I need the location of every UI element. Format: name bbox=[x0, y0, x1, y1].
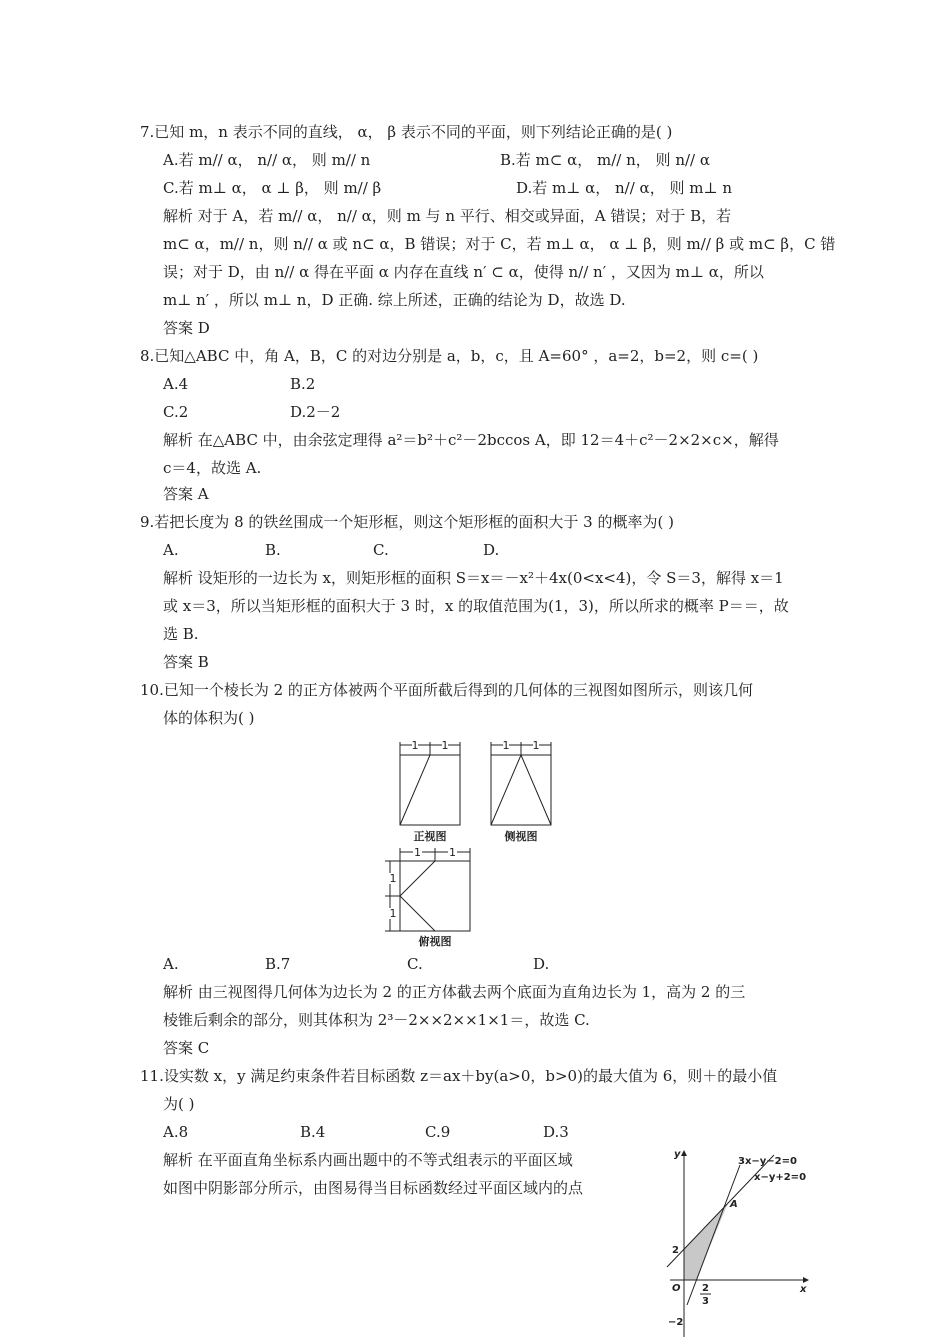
q7-stem: 7.已知 m，n 表示不同的直线， α， β 表示不同的平面，则下列结论正确的是( ) bbox=[140, 123, 673, 141]
dim-label: 1 bbox=[502, 739, 510, 752]
y-tick-label: −2 bbox=[668, 1317, 684, 1328]
q8-answer: 答案 A bbox=[163, 485, 209, 503]
q11-option-a: A.8 bbox=[163, 1123, 189, 1141]
top-view-edge bbox=[400, 861, 435, 896]
q10-analysis-line: 棱锥后剩余的部分，则其体积为 2³－2××2××1×1＝，故选 C. bbox=[163, 1011, 590, 1029]
q7-option-d: D.若 m⊥ α， n// α， 则 m⊥ n bbox=[516, 179, 732, 197]
q7-answer: 答案 D bbox=[163, 319, 210, 337]
q11-analysis-line: 解析 在平面直角坐标系内画出题中的不等式组表示的平面区域 bbox=[163, 1151, 573, 1169]
line1-label: 3x−y−2=0 bbox=[738, 1156, 797, 1167]
q11-stem-line: 为( ) bbox=[163, 1095, 195, 1113]
q11-stem-line: 11.设实数 x，y 满足约束条件若目标函数 z＝ax＋by(a>0，b>0)的最大值为 6，则＋的最小值 bbox=[140, 1067, 778, 1085]
x-tick-numerator: 2 bbox=[702, 1283, 709, 1294]
side-view-edge bbox=[491, 755, 521, 825]
front-view-square bbox=[400, 755, 460, 825]
q7-option-b: B.若 m⊂ α， m// n， 则 n// α bbox=[500, 151, 710, 169]
side-view-square bbox=[491, 755, 551, 825]
point-a-label: A bbox=[730, 1199, 738, 1210]
dim-label: 1 bbox=[532, 739, 540, 752]
q7-option-c: C.若 m⊥ α， α ⊥ β， 则 m// β bbox=[163, 179, 382, 197]
q10-stem-line: 10.已知一个棱长为 2 的正方体被两个平面所截后得到的几何体的三视图如图所示，则该几何 bbox=[140, 681, 753, 699]
q8-option-c: C.2 bbox=[163, 403, 189, 421]
q8-analysis-line: 解析 在△ABC 中，由余弦定理得 a²＝b²＋c²－2bccos A，即 12＝4＋c²－2×2×c×，解得 bbox=[163, 431, 779, 449]
q11-analysis-line: 如图中阴影部分所示，由图易得当目标函数经过平面区域内的点 bbox=[163, 1179, 584, 1197]
q9-option-c: C. bbox=[373, 541, 389, 559]
top-view-edge bbox=[400, 896, 435, 931]
dim-label: 1 bbox=[449, 846, 456, 859]
q9-analysis-line: 选 B. bbox=[163, 625, 199, 643]
q7-option-a: A.若 m// α， n// α， 则 m// n bbox=[163, 151, 371, 169]
q11-option-b: B.4 bbox=[300, 1123, 326, 1141]
front-view-edge bbox=[400, 755, 430, 825]
q8-option-a: A.4 bbox=[163, 375, 189, 393]
top-view-square bbox=[400, 861, 470, 931]
dim-label: 1 bbox=[389, 872, 397, 885]
line-3x-minus-y-minus-2 bbox=[687, 1165, 740, 1305]
q8-option-b: B.2 bbox=[290, 375, 316, 393]
origin-label: O bbox=[672, 1283, 681, 1294]
q9-analysis-line: 解析 设矩形的一边长为 x，则矩形框的面积 S＝x＝－x²＋4x(0<x<4)，令 S＝3，解得 x＝1 bbox=[163, 569, 784, 587]
q9-option-d: D. bbox=[483, 541, 500, 559]
q8-option-d: D.2－2 bbox=[290, 403, 341, 421]
side-view-edge bbox=[521, 755, 551, 825]
q10-stem-line: 体的体积为( ) bbox=[163, 709, 255, 727]
feasible-region-graph bbox=[662, 1145, 812, 1340]
line2-label: x−y+2=0 bbox=[754, 1172, 807, 1183]
x-axis-label: x bbox=[800, 1284, 807, 1295]
q8-stem: 8.已知△ABC 中，角 A，B，C 的对边分别是 a，b，c，且 A=60° ，a=2，b=2，则 c=( ) bbox=[140, 347, 759, 365]
q10-option-b: B.7 bbox=[265, 955, 291, 973]
q10-option-d: D. bbox=[533, 955, 550, 973]
dim-label: 1 bbox=[414, 846, 421, 859]
q7-analysis-line: 误；对于 D，由 n// α 得在平面 α 内存在直线 n′ ⊂ α，使得 n// n′ ，又因为 m⊥ α，所以 bbox=[163, 263, 764, 281]
q9-stem: 9.若把长度为 8 的铁丝围成一个矩形框，则这个矩形框的面积大于 3 的概率为( ) bbox=[140, 513, 674, 531]
q11-option-c: C.9 bbox=[425, 1123, 451, 1141]
dim-label: 1 bbox=[411, 739, 419, 752]
q7-analysis-line: m⊂ α，m// n，则 n// α 或 n⊂ α，B 错误；对于 C，若 m⊥ α， α ⊥ β，则 m// β 或 m⊂ β，C 错 bbox=[163, 235, 836, 253]
three-view-figure bbox=[380, 735, 565, 950]
q10-option-c: C. bbox=[407, 955, 423, 973]
q11-option-d: D.3 bbox=[543, 1123, 569, 1141]
side-view-label: 侧视图 bbox=[504, 830, 538, 843]
dim-label: 1 bbox=[389, 907, 397, 920]
q9-answer: 答案 B bbox=[163, 653, 209, 671]
top-view-label: 俯视图 bbox=[418, 935, 452, 948]
y-tick-label: 2 bbox=[672, 1245, 679, 1256]
q9-option-a: A. bbox=[163, 541, 179, 559]
q10-option-a: A. bbox=[163, 955, 179, 973]
y-axis-label: y bbox=[674, 1149, 681, 1160]
q9-option-b: B. bbox=[265, 541, 281, 559]
dim-label: 1 bbox=[441, 739, 449, 752]
x-tick-denominator: 3 bbox=[702, 1296, 709, 1307]
q7-analysis-line: m⊥ n′ ，所以 m⊥ n，D 正确. 综上所述，正确的结论为 D，故选 D. bbox=[163, 291, 626, 309]
q7-analysis-line: 解析 对于 A，若 m// α， n// α，则 m 与 n 平行、相交或异面，A 错误；对于 B，若 bbox=[163, 207, 732, 225]
q10-answer: 答案 C bbox=[163, 1039, 210, 1057]
q8-analysis-line: c＝4，故选 A. bbox=[163, 459, 262, 477]
q10-analysis-line: 解析 由三视图得几何体为边长为 2 的正方体截去两个底面为直角边长为 1，高为 2 的三 bbox=[163, 983, 746, 1001]
q9-analysis-line: 或 x＝3，所以当矩形框的面积大于 3 时，x 的取值范围为(1，3)，所以所求的概率 P＝＝，故 bbox=[163, 597, 789, 615]
front-view-label: 正视图 bbox=[413, 830, 447, 843]
